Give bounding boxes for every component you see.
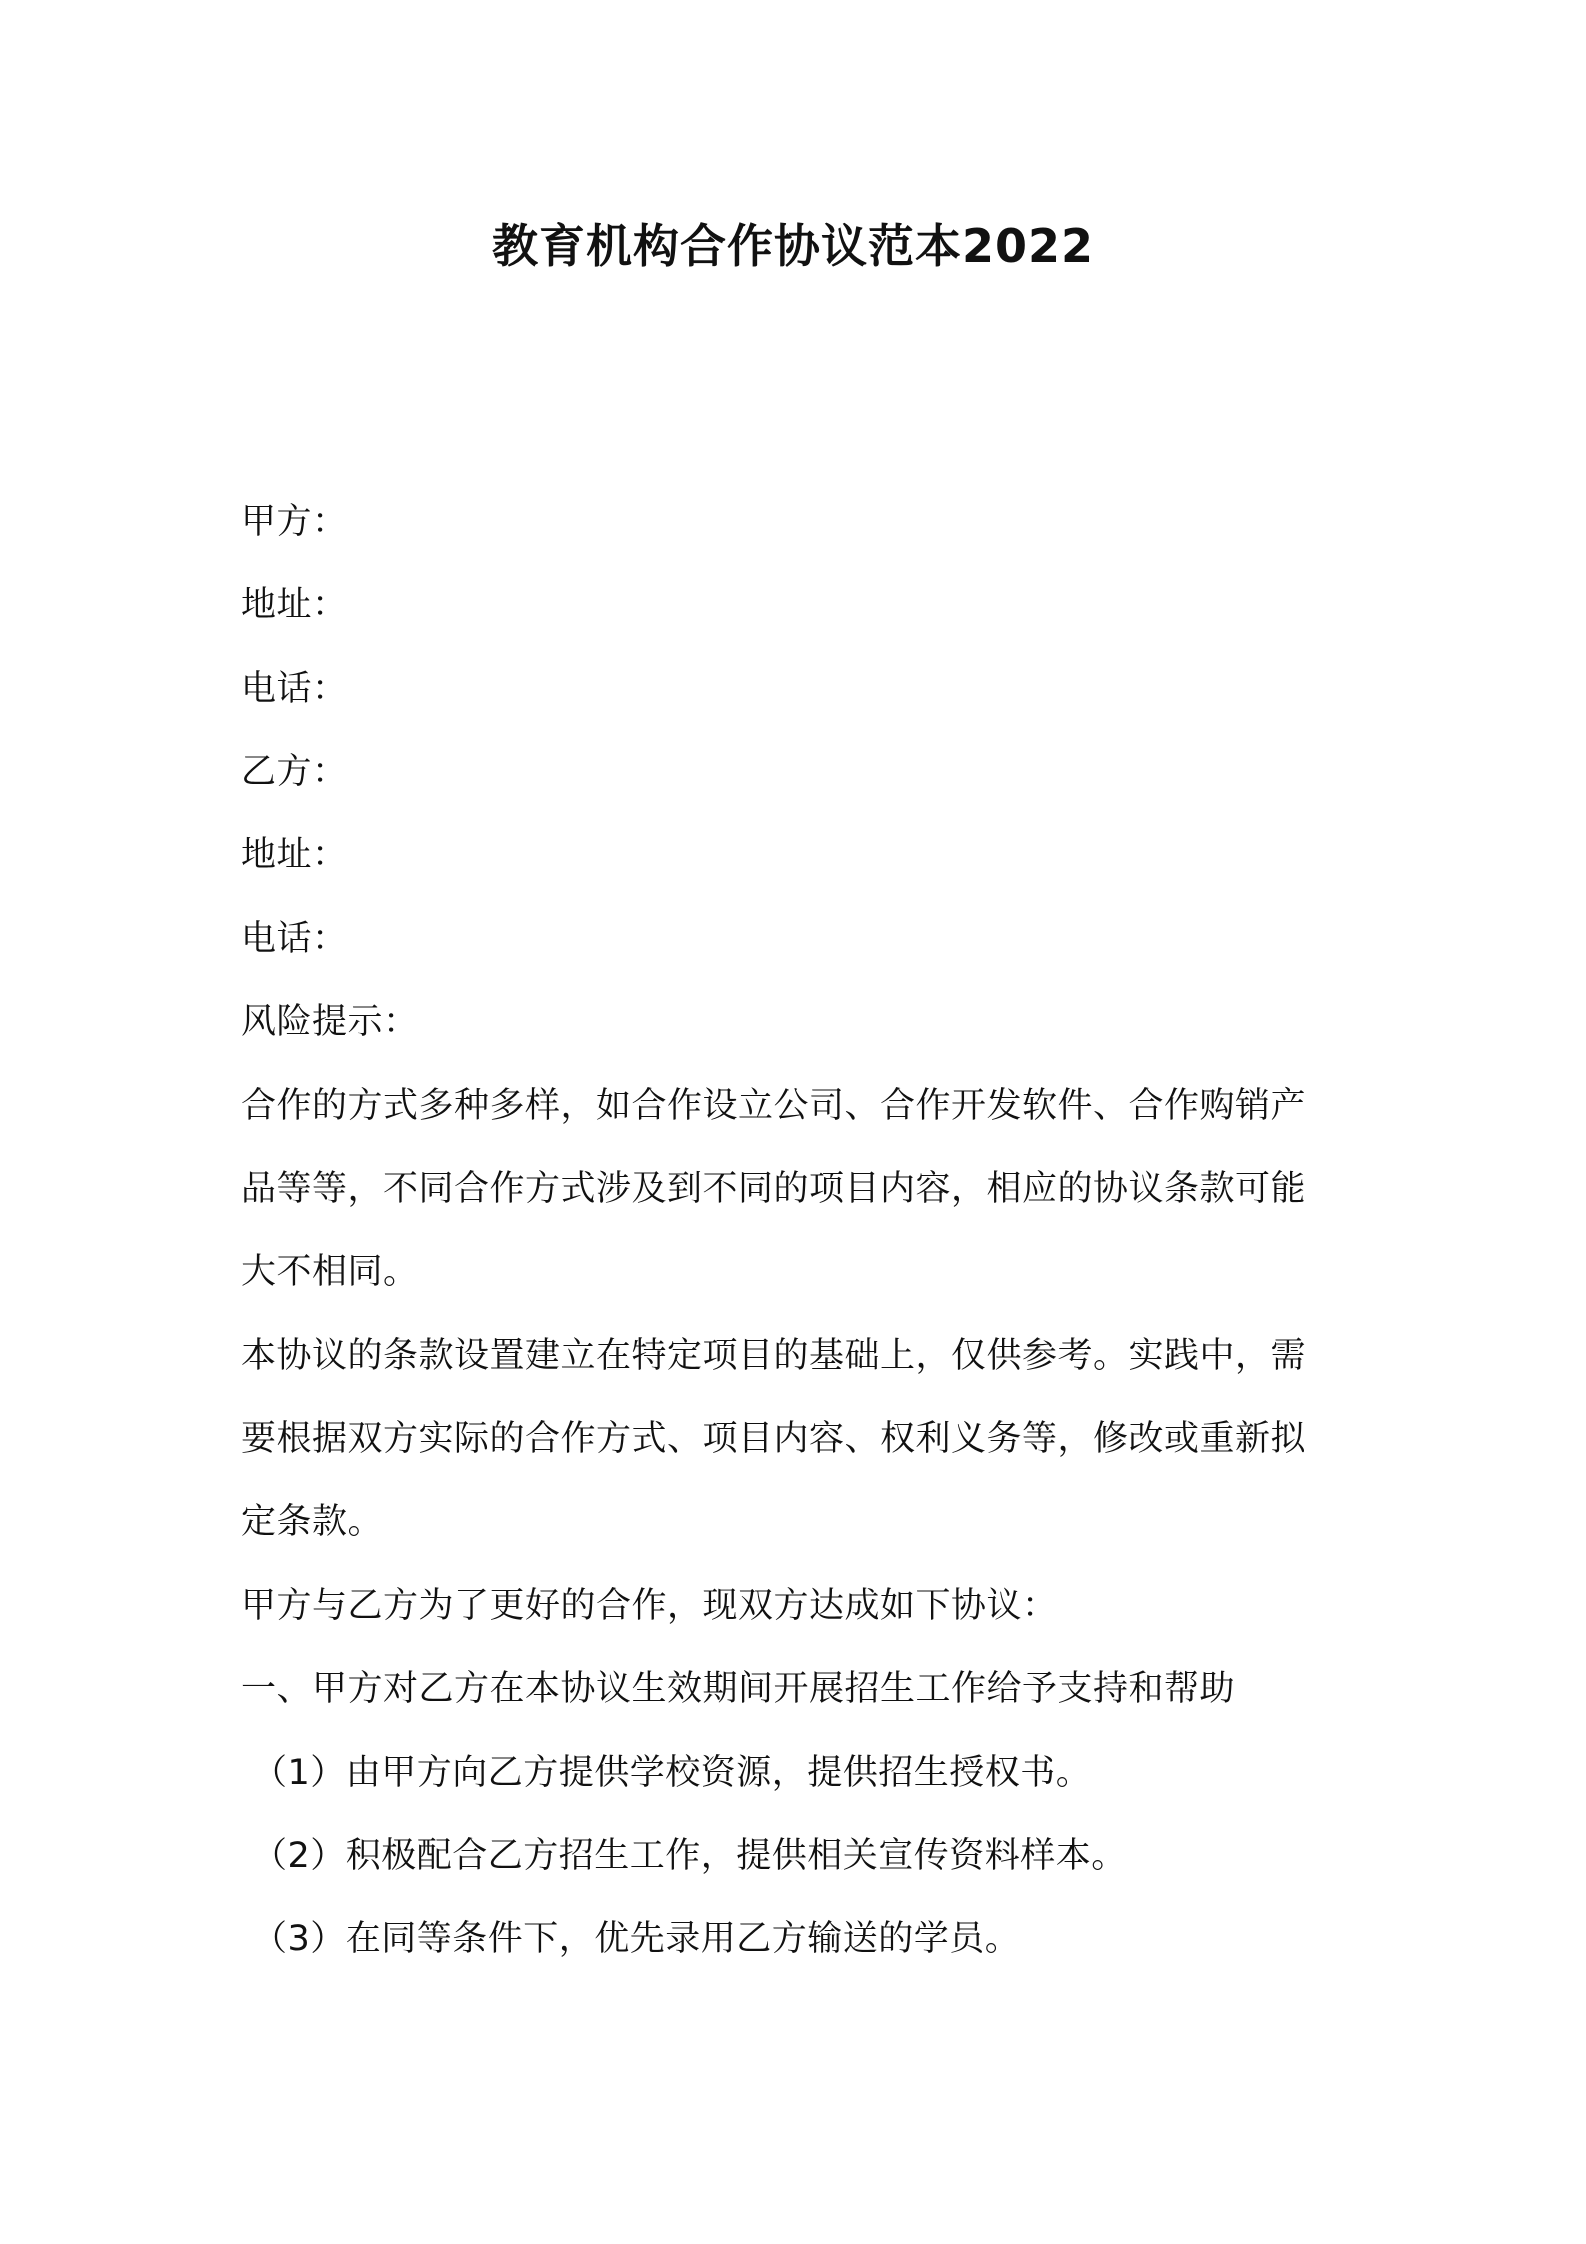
party-a-name-label: 甲方：	[241, 502, 348, 542]
section-1-item: （1）由甲方向乙方提供学校资源，提供招生授权书。	[252, 1753, 1092, 1793]
risk-heading: 风险提示：	[241, 1002, 419, 1042]
risk-paragraph-2-line: 定条款。	[241, 1502, 384, 1542]
document-title: 教育机构合作协议范本2022	[491, 219, 1095, 273]
party-b-address-label: 地址：	[241, 835, 348, 875]
party-a-phone-label: 电话：	[241, 669, 348, 709]
risk-paragraph-1-line: 大不相同。	[241, 1252, 419, 1292]
risk-paragraph-1-line: 合作的方式多种多样，如合作设立公司、合作开发软件、合作购销产	[241, 1086, 1307, 1126]
risk-paragraph-2-line: 本协议的条款设置建立在特定项目的基础上，仅供参考。实践中，需	[241, 1336, 1307, 1376]
section-1-heading: 一、甲方对乙方在本协议生效期间开展招生工作给予支持和帮助	[241, 1669, 1236, 1709]
party-b-name-label: 乙方：	[241, 752, 348, 792]
risk-paragraph-2-line: 要根据双方实际的合作方式、项目内容、权利义务等，修改或重新拟	[241, 1419, 1307, 1459]
risk-paragraph-1-line: 品等等，不同合作方式涉及到不同的项目内容，相应的协议条款可能	[241, 1169, 1307, 1209]
agreement-intro: 甲方与乙方为了更好的合作，现双方达成如下协议：	[241, 1586, 1058, 1626]
section-1-item: （2）积极配合乙方招生工作，提供相关宣传资料样本。	[252, 1836, 1127, 1876]
party-a-address-label: 地址：	[241, 585, 348, 625]
section-1-item: （3）在同等条件下，优先录用乙方输送的学员。	[252, 1919, 1021, 1959]
party-b-phone-label: 电话：	[241, 919, 348, 959]
